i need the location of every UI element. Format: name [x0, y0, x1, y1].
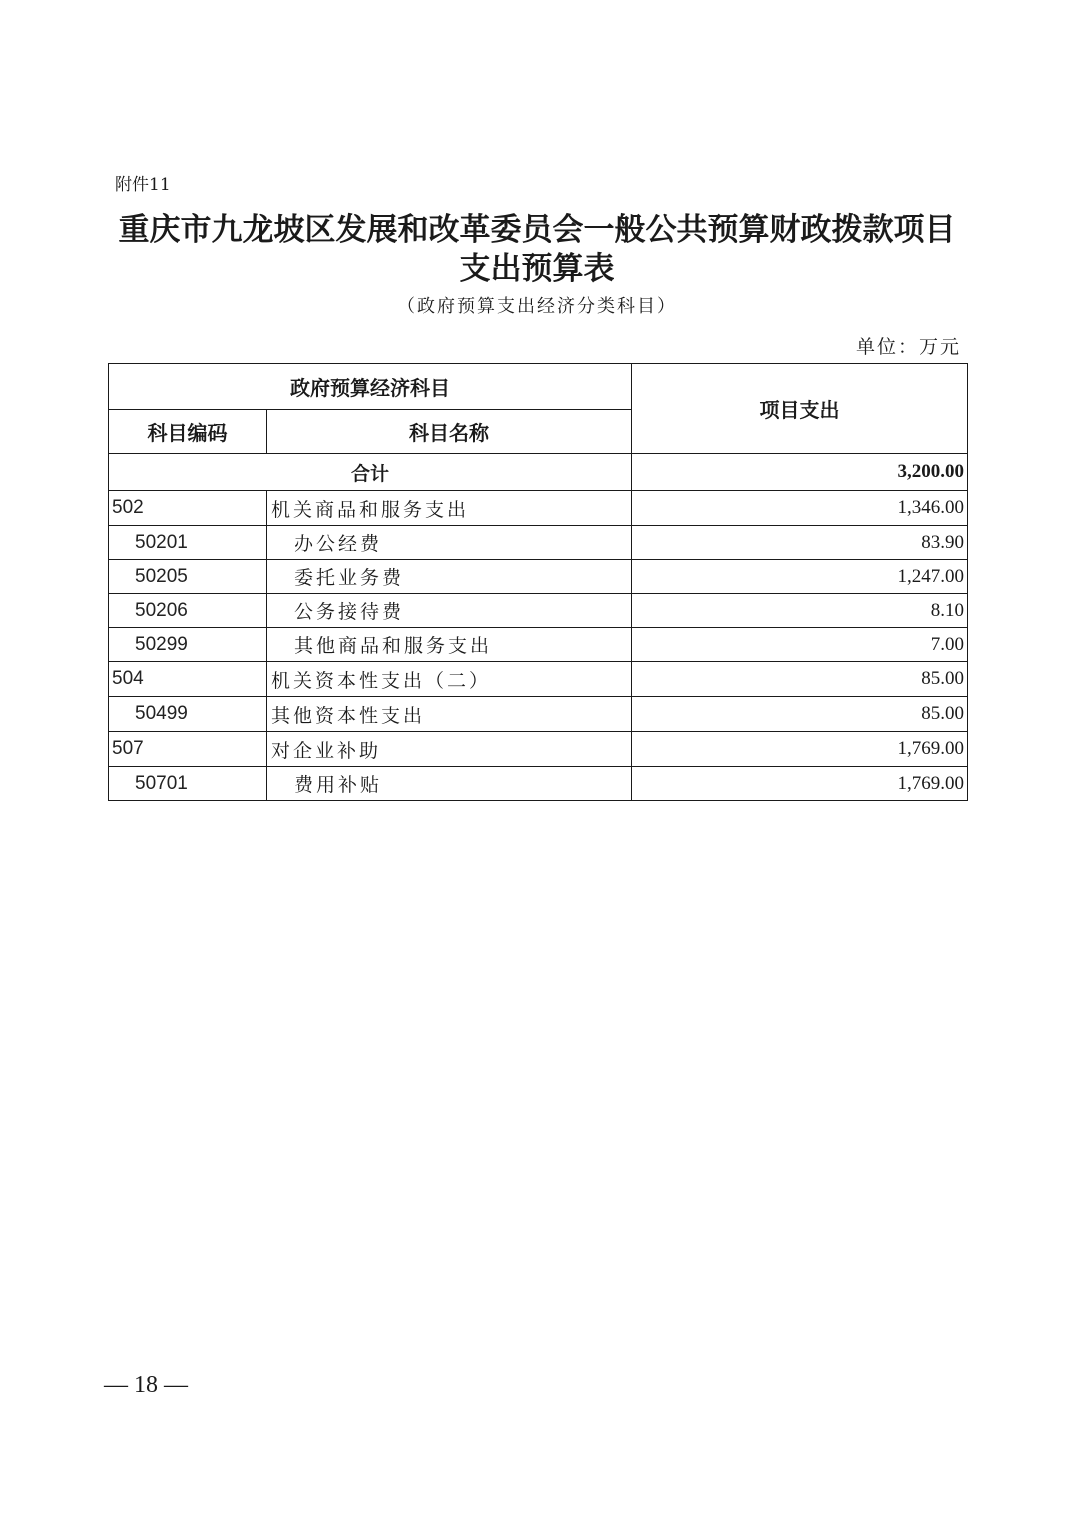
- row-code: 507: [109, 732, 267, 767]
- row-amount: 1,247.00: [632, 560, 968, 594]
- document-title-continued: 支出预算表: [459, 251, 615, 287]
- table-row: [109, 767, 968, 801]
- row-name: 其他资本性支出: [267, 697, 632, 732]
- row-name: 委托业务费: [267, 560, 632, 594]
- row-name: 费用补贴: [267, 767, 632, 801]
- total-label: 合计: [109, 454, 632, 491]
- attachment-label: 附件11: [115, 175, 171, 195]
- row-code: 50206: [109, 594, 267, 628]
- row-name: 办公经费: [267, 526, 632, 560]
- table-header-row: [109, 364, 968, 410]
- row-amount: 1,346.00: [632, 491, 968, 526]
- document-title: 重庆市九龙坡区发展和改革委员会一般公共预算财政拨款项目: [118, 212, 956, 248]
- total-amount: 3,200.00: [632, 454, 968, 491]
- row-name: 对企业补助: [267, 732, 632, 767]
- table-row: [109, 560, 968, 594]
- unit-label: 单位：万元: [855, 336, 961, 358]
- row-code: 502: [109, 491, 267, 526]
- table-row: [109, 732, 968, 767]
- row-name: 机关商品和服务支出: [267, 491, 632, 526]
- table-row: [109, 526, 968, 560]
- header-subject-name: 科目名称: [267, 410, 632, 454]
- row-code: 50499: [109, 697, 267, 732]
- table-row: [109, 662, 968, 697]
- header-economic-category: 政府预算经济科目: [109, 364, 632, 410]
- row-amount: 85.00: [632, 662, 968, 697]
- header-project-expenditure: 项目支出: [632, 364, 968, 454]
- row-name: 公务接待费: [267, 594, 632, 628]
- table-row: [109, 697, 968, 732]
- row-amount: 8.10: [632, 594, 968, 628]
- row-name: 机关资本性支出（二）: [267, 662, 632, 697]
- table-row: [109, 594, 968, 628]
- row-code: 50299: [109, 628, 267, 662]
- document-subtitle: （政府预算支出经济分类科目）: [397, 296, 677, 317]
- header-subject-code: 科目编码: [109, 410, 267, 454]
- total-row: [109, 454, 968, 491]
- row-code: 50701: [109, 767, 267, 801]
- row-amount: 1,769.00: [632, 732, 968, 767]
- row-amount: 85.00: [632, 697, 968, 732]
- page-number: — 18 —: [104, 1372, 188, 1398]
- row-amount: 1,769.00: [632, 767, 968, 801]
- table-row: [109, 491, 968, 526]
- table-row: [109, 628, 968, 662]
- row-code: 50205: [109, 560, 267, 594]
- row-code: 504: [109, 662, 267, 697]
- row-code: 50201: [109, 526, 267, 560]
- row-amount: 83.90: [632, 526, 968, 560]
- row-amount: 7.00: [632, 628, 968, 662]
- row-name: 其他商品和服务支出: [267, 628, 632, 662]
- budget-table: [108, 363, 968, 801]
